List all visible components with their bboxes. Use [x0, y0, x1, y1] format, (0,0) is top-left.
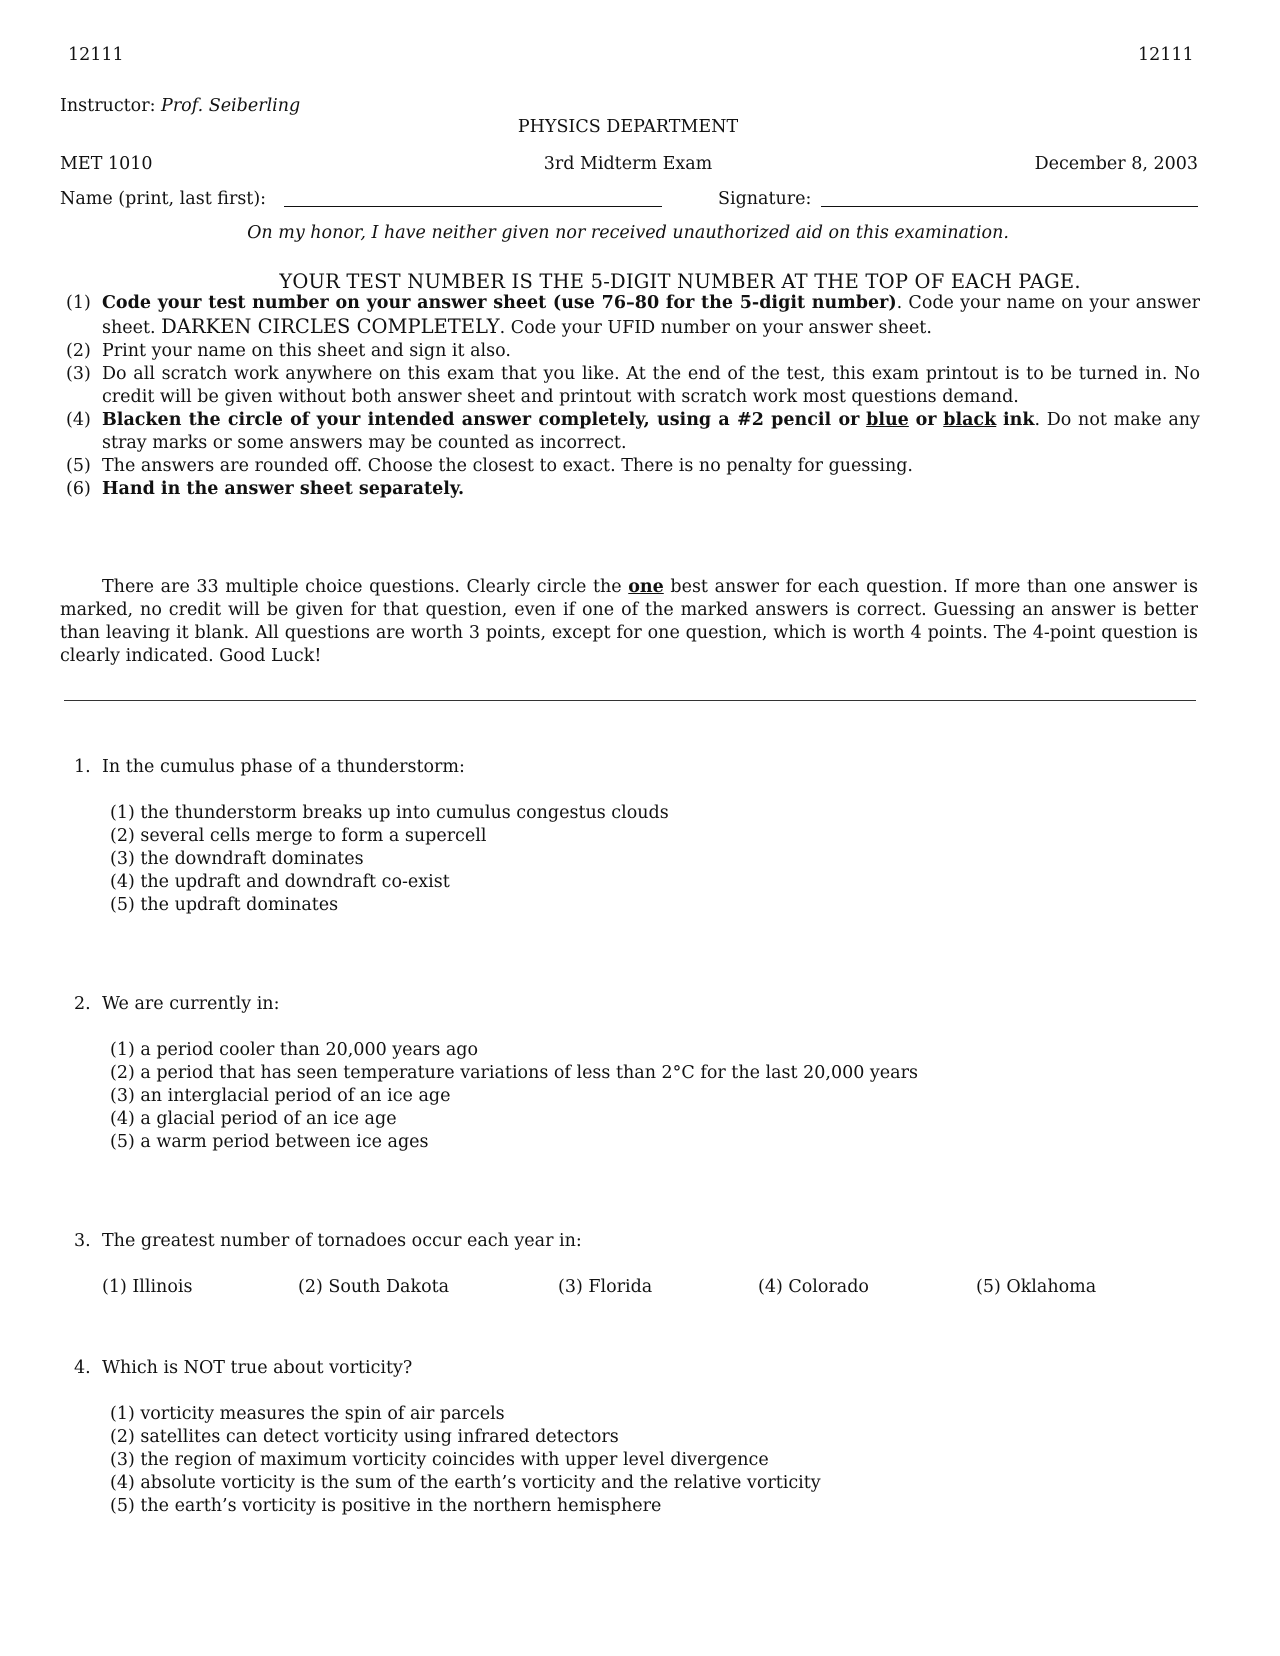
question-number: 2.	[74, 994, 91, 1014]
course-code: MET 1010	[60, 154, 153, 174]
question-number: 4.	[74, 1358, 91, 1378]
instruction-number: (2)	[66, 341, 91, 361]
answer-option[interactable]: (4) the updraft and downdraft co-exist	[110, 872, 450, 892]
answer-option[interactable]: (1) Illinois	[102, 1277, 193, 1297]
answer-option[interactable]: (3) an interglacial period of an ice age	[110, 1086, 451, 1106]
answer-option[interactable]: (4) a glacial period of an ice age	[110, 1109, 397, 1129]
department-title: PHYSICS DEPARTMENT	[517, 117, 739, 137]
test-number-left: 12111	[68, 45, 124, 65]
question-number: 1.	[74, 757, 91, 777]
answer-option[interactable]: (5) the earth’s vorticity is positive in the northern hemisphere	[110, 1496, 662, 1516]
honor-statement: On my honor, I have neither given nor received unauthorized aid on this examination.	[247, 223, 1009, 243]
instruction-bold-text: Blacken the circle of your intended answer completely, using a #2 pencil or	[102, 410, 860, 430]
instructor-line	[60, 95, 300, 118]
instruction-caps-text: DARKEN CIRCLES COMPLETELY	[161, 315, 500, 338]
answer-option[interactable]: (5) a warm period between ice ages	[110, 1132, 429, 1152]
instruction-item-2	[60, 340, 1200, 363]
test-number-headline: YOUR TEST NUMBER IS THE 5-DIGIT NUMBER AT THE TOP OF EACH PAGE.	[279, 270, 1081, 293]
signature-field-line	[821, 206, 1198, 207]
answer-options	[102, 1276, 1192, 1300]
instruction-number: (3)	[66, 364, 91, 384]
name-field-label: Name (print, last first):	[60, 189, 267, 209]
answer-option[interactable]: (4) Colorado	[758, 1277, 869, 1297]
instruction-text: Do all scratch work anywhere on this exam that you like. At the end of the test, this exam printout is to be turned in. No credit will be given without both answer sheet and printout with scratch work most questions demand.	[102, 364, 1200, 407]
answer-options	[110, 802, 669, 917]
section-divider	[64, 700, 1196, 701]
instruction-item-5	[60, 455, 1200, 478]
answer-option[interactable]: (5) Oklahoma	[976, 1277, 1097, 1297]
exam-title: 3rd Midterm Exam	[543, 154, 713, 174]
instructor-name: Prof. Seiberling	[161, 96, 301, 116]
answer-option[interactable]: (2) satellites can detect vorticity using infrared detectors	[110, 1427, 619, 1447]
answer-option[interactable]: (2) several cells merge to form a supercell	[110, 826, 487, 846]
instructions-list	[60, 292, 1200, 501]
question-number: 3.	[74, 1231, 91, 1251]
question-text: The greatest number of tornadoes occur each year in:	[102, 1231, 582, 1251]
instructor-label: Instructor:	[60, 96, 156, 116]
answer-option[interactable]: (2) South Dakota	[298, 1277, 450, 1297]
exam-date: December 8, 2003	[1034, 154, 1198, 174]
instruction-text: . Code your UFID number on your answer sheet.	[499, 318, 932, 338]
answer-option[interactable]: (3) Florida	[558, 1277, 653, 1297]
signature-field-label: Signature:	[718, 189, 812, 209]
instruction-bold-text: Hand in the answer sheet separately.	[102, 479, 465, 499]
name-field-line	[284, 206, 662, 207]
instruction-number: (4)	[66, 410, 91, 430]
intro-text: There are 33 multiple choice questions. Clearly circle the	[102, 577, 622, 597]
instruction-text: . Code your name on your answer sheet.	[102, 293, 1200, 338]
instruction-bold-text: Code your test number on your answer sheet (use 76–80 for the 5-digit number)	[102, 293, 897, 313]
answer-options	[110, 1403, 821, 1518]
instruction-blue-word: blue	[866, 410, 909, 430]
instruction-item-1	[60, 292, 1200, 340]
instruction-number: (5)	[66, 456, 91, 476]
instruction-text: The answers are rounded off. Choose the closest to exact. There is no penalty for guessing.	[102, 456, 913, 476]
answer-option[interactable]: (2) a period that has seen temperature variations of less than 2°C for the last 20,000 years	[110, 1063, 918, 1083]
instruction-number: (6)	[66, 479, 91, 499]
intro-paragraph	[60, 576, 1198, 668]
instruction-text: . Do not make any stray marks or some answers may be counted as incorrect.	[102, 410, 1200, 453]
question-text: We are currently in:	[102, 994, 280, 1014]
instruction-ink-word: ink	[1002, 410, 1035, 430]
question-text: In the cumulus phase of a thunderstorm:	[102, 757, 465, 777]
answer-option[interactable]: (1) the thunderstorm breaks up into cumulus congestus clouds	[110, 803, 669, 823]
answer-option[interactable]: (3) the downdraft dominates	[110, 849, 364, 869]
instruction-item-6	[60, 478, 1200, 501]
answer-option[interactable]: (3) the region of maximum vorticity coincides with upper level divergence	[110, 1450, 769, 1470]
intro-text: best answer for each question. If more than one answer is marked, no credit will be given for that question, even if one of the marked answers is correct. Guessing an answer is better than leaving it blank. All questions are worth 3 points, except for one question, which is worth 4 points. The 4-point question is clearly indicated. Good Luck!	[60, 577, 1198, 666]
instruction-text: Print your name on this sheet and sign it also.	[102, 341, 511, 361]
intro-one-word: one	[628, 577, 664, 597]
instruction-item-4	[60, 409, 1200, 455]
answer-option[interactable]: (1) a period cooler than 20,000 years ago	[110, 1040, 479, 1060]
instruction-number: (1)	[66, 293, 91, 313]
answer-option[interactable]: (4) absolute vorticity is the sum of the earth’s vorticity and the relative vorticity	[110, 1473, 821, 1493]
question-text: Which is NOT true about vorticity?	[102, 1358, 413, 1378]
instruction-black-word: black	[943, 410, 997, 430]
instruction-item-3	[60, 363, 1200, 409]
instruction-or-word: or	[915, 410, 937, 430]
test-number-right: 12111	[1138, 45, 1194, 65]
answer-option[interactable]: (5) the updraft dominates	[110, 895, 339, 915]
answer-option[interactable]: (1) vorticity measures the spin of air parcels	[110, 1404, 505, 1424]
answer-options	[110, 1039, 918, 1154]
